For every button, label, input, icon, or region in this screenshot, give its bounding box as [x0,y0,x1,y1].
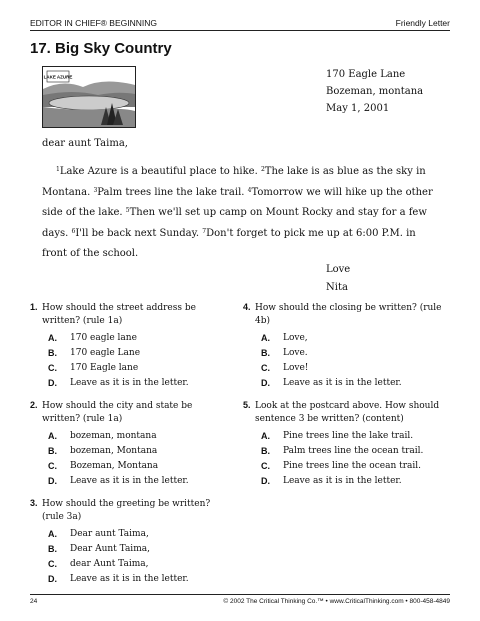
answer-option[interactable] [261,331,448,346]
option-letter: C. [48,363,57,373]
option-text: Love, [283,333,308,343]
option-text: 170 eagle Lane [70,348,141,358]
option-letter: A. [261,431,270,441]
sign-text: LAKE AZURE [43,74,73,80]
answer-option[interactable] [261,429,448,444]
questions-left-column [30,302,230,596]
question-2 [30,400,230,489]
question-number: 3. [30,498,38,508]
sentence-number: 1 [56,166,60,173]
option-letter: C. [48,461,57,471]
question-number: 4. [243,302,251,312]
option-letter: C. [48,559,57,569]
option-letter: B. [48,544,57,554]
option-text: Pine trees line the ocean trail. [283,461,422,471]
option-letter: D. [48,476,57,486]
closing-word: Love [326,264,351,275]
sentence: I'll be back next Sunday. [75,227,203,239]
sentence: Don't forget to pick me up at 6:00 P.M. in front of the school. [42,227,416,259]
option-text: Leave as it is in the letter. [283,378,402,388]
lake-landscape-illustration [43,67,135,127]
question-1 [30,302,230,391]
answer-option[interactable] [261,361,448,376]
questions-right-column [243,302,448,498]
answer-option[interactable] [48,361,230,376]
option-text: Leave as it is in the letter. [70,574,189,584]
postcard-picture [42,66,136,128]
question-text: How should the street address be written? (rule 1a) [42,303,196,326]
sentence: Palm trees line the lake trail. [97,186,248,198]
option-letter: D. [261,476,270,486]
option-text: bozeman, montana [70,431,157,441]
option-text: Love! [283,363,309,373]
question-text: How should the greeting be written? (rule 3a) [42,499,211,522]
answer-option[interactable] [48,474,230,489]
answer-option[interactable] [48,572,230,587]
sentence: Then we'll set up camp on Mount Rocky and stay for a few days. [42,207,427,239]
option-text: Dear aunt Taima, [70,529,149,539]
street-address: 170 Eagle Lane [326,69,406,80]
option-letter: A. [261,333,270,343]
option-letter: A. [48,333,57,343]
question-number: 2. [30,400,38,410]
option-letter: D. [48,378,57,388]
option-letter: D. [261,378,270,388]
answer-option[interactable] [261,459,448,474]
option-letter: B. [261,348,270,358]
lesson-title: 17. Big Sky Country [30,40,172,57]
option-text: Leave as it is in the letter. [70,476,189,486]
sentence: Lake Azure is a beautiful place to hike. [59,166,261,177]
answer-option[interactable] [48,376,230,391]
option-letter: D. [48,574,57,584]
letter-closing [326,261,350,297]
sentence-number: 2 [260,166,265,173]
question-number: 5. [243,400,251,410]
question-text: Look at the postcard above. How should sentence 3 be written? (content) [255,401,440,424]
letter-date: May 1, 2001 [326,103,390,114]
option-letter: B. [48,348,57,358]
letter-body [42,162,437,265]
header-rule [30,30,450,31]
sentence-number: 7 [202,227,207,235]
option-text: dear Aunt Taima, [70,559,149,569]
sentence: Tomorrow we will hike up the other side of the lake. [42,186,433,218]
heading-address [326,66,423,117]
book-title: EDITOR IN CHIEF® BEGINNING [30,18,158,28]
option-letter: A. [48,529,57,539]
option-text: Love. [283,348,308,358]
option-text: 170 eagle lane [70,333,137,343]
sentence: The lake is as blue as the sky in Montana. [42,166,426,198]
section-name: Friendly Letter [395,18,450,28]
answer-option[interactable] [48,429,230,444]
answer-option[interactable] [48,331,230,346]
copyright-text: © 2002 The Critical Thinking Co.™ • www.CriticalThinking.com • 800-458-4849 [223,598,450,605]
sentence-number: 4 [247,186,252,194]
answer-option[interactable] [48,346,230,361]
option-letter: A. [48,431,57,441]
answer-option[interactable] [48,444,230,459]
question-3 [30,498,230,587]
option-text: Leave as it is in the letter. [70,378,189,388]
sentence-number: 6 [71,227,76,235]
question-number: 1. [30,302,38,312]
page-footer [30,598,450,605]
question-4 [243,302,448,391]
answer-option[interactable] [48,557,230,572]
sentence-number: 3 [93,186,98,194]
answer-option[interactable] [261,376,448,391]
answer-option[interactable] [261,346,448,361]
footer-rule [30,594,450,595]
answer-option[interactable] [48,527,230,542]
option-letter: B. [48,446,57,456]
city-state: Bozeman, montana [326,86,424,97]
option-text: Leave as it is in the letter. [283,476,402,486]
option-letter: C. [261,461,270,471]
option-text: Pine trees line the lake trail. [283,431,414,441]
signature-name: Nita [326,282,348,293]
question-text: How should the city and state be written? (rule 1a) [42,401,193,424]
option-text: bozeman, Montana [70,446,158,456]
sentence-number: 5 [125,207,130,214]
option-text: Bozeman, Montana [70,461,159,471]
answer-option[interactable] [261,444,448,459]
question-5 [243,400,448,489]
option-text: Dear Aunt Taima, [70,544,150,554]
question-text: How should the closing be written? (rule 4b) [255,303,442,326]
page-number: 24 [30,598,38,605]
option-letter: C. [261,363,270,373]
answer-option[interactable] [48,459,230,474]
letter-greeting: dear aunt Taima, [42,138,128,149]
option-text: 170 Eagle lane [70,363,139,373]
answer-option[interactable] [48,542,230,557]
option-text: Palm trees line the ocean trail. [283,446,424,456]
answer-option[interactable] [261,474,448,489]
option-letter: B. [261,446,270,456]
page-header [30,14,450,28]
